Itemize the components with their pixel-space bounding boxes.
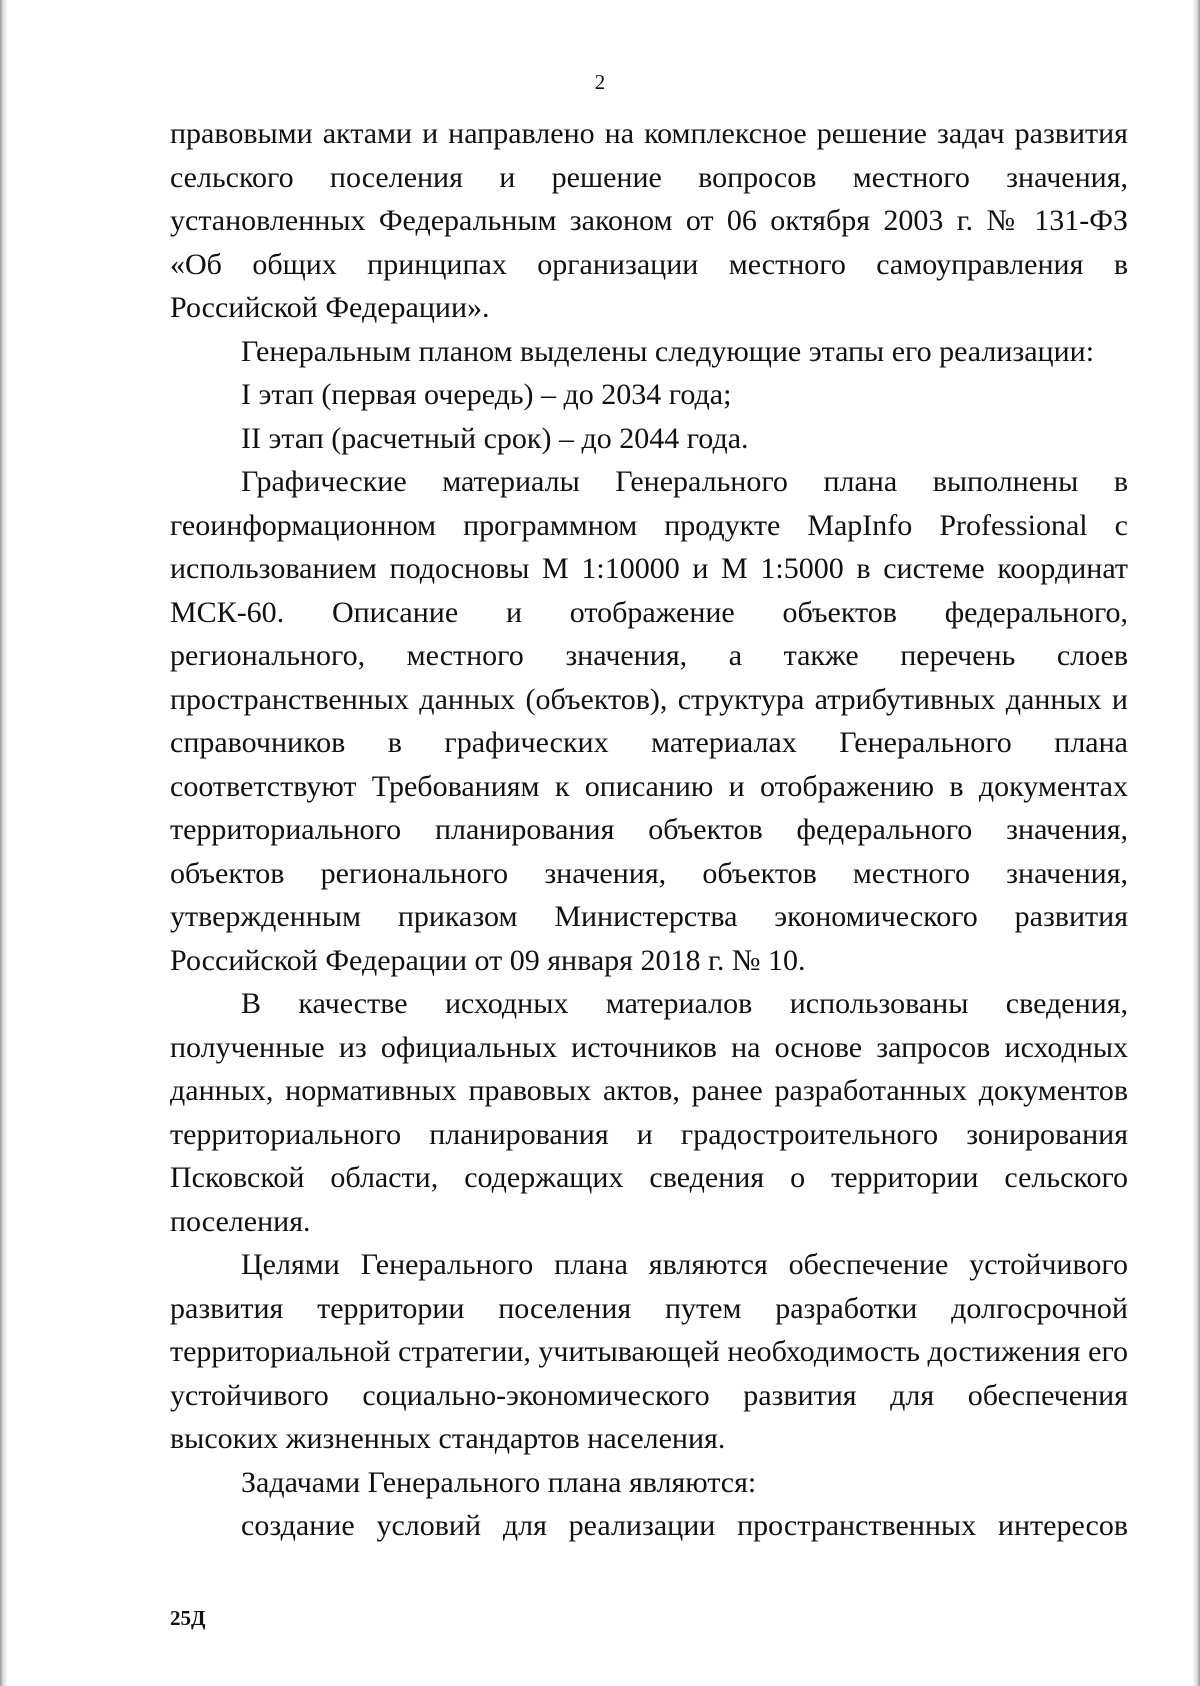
footer-document-code: 25Д (170, 1606, 206, 1630)
document-body (170, 112, 1128, 1548)
paragraph-stages-intro: Генеральным планом выделены следующие этапы его реализации: (241, 334, 1095, 368)
paragraph-source-materials: В качестве исходных материалов использованы сведения, полученные из официальных источников на основе запросов исходных данных, нормативных правовых актов, ранее разработанных документов территориального планирования и градостроительного зонирования Псковской области, содержащих сведения о территории сельского поселения. (170, 987, 1128, 1238)
page-number: 2 (594, 70, 606, 94)
scan-edge-right (1192, 0, 1200, 1686)
paragraph-goals: Целями Генерального плана являются обеспечение устойчивого развития территории поселения путем разработки долгосрочной территориальной стратегии, учитывающей необходимость достижения его устойчивого социально-экономического развития для обеспечения высоких жизненных стандартов населения. (170, 1248, 1128, 1455)
paragraph-graphic-materials: Графические материалы Генерального плана выполнены в геоинформационном программном продукте MapInfo Professional с использованием подосновы М 1:10000 и М 1:5000 в системе координат МСК-60. Описание и отображение объектов федерального, регионального, местного значения, а также перечень слоев пространственных данных (объектов), структура атрибутивных данных и справочников в графических материалах Генерального плана соответствуют Требованиям к описанию и отображению в документах территориального планирования объектов федерального значения, объектов регионального значения, объектов местного значения, утвержденным приказом Министерства экономического развития Российской Федерации от 09 января 2018 г. № 10. (170, 465, 1128, 977)
paragraph-task-first: создание условий для реализации пространственных интересов (241, 1509, 1128, 1542)
paragraph-tasks-heading: Задачами Генерального плана являются: (241, 1465, 757, 1499)
paragraph-stage-1: I этап (первая очередь) – до 2034 года; (241, 378, 732, 411)
paragraph-legal-basis: правовыми актами и направлено на комплексное решение задач развития сельского поселения и решение вопросов местного значения, установленных Федеральным законом от 06 октября 2003 г. № 131-ФЗ «Об общих принципах организации местного самоуправления в Российской Федерации». (170, 117, 1128, 324)
paragraph-stage-2: II этап (расчетный срок) – до 2044 года. (241, 421, 749, 455)
scan-edge-left (0, 0, 8, 1686)
